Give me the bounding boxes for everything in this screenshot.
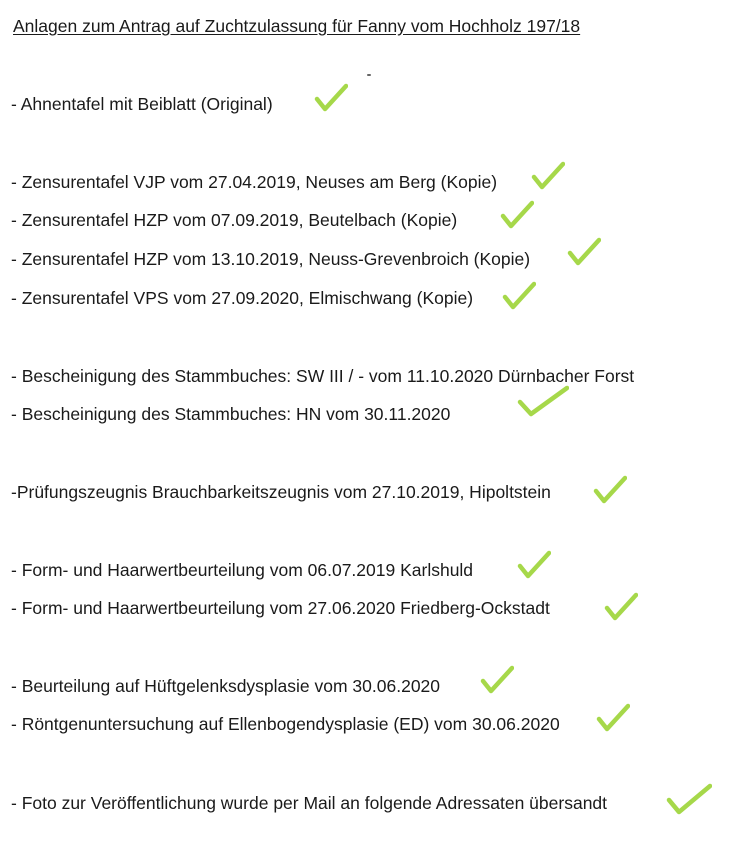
list-item-zensurentafel-hzp-beutelbach: - Zensurentafel HZP vom 07.09.2019, Beutelbach (Kopie) <box>11 210 458 230</box>
checkmark-icon <box>666 782 712 816</box>
list-item-zensurentafel-hzp-neuss: - Zensurentafel HZP vom 13.10.2019, Neuss-Grevenbroich (Kopie) <box>11 249 531 269</box>
checkmark-icon <box>500 199 534 229</box>
list-item-ahnentafel: - Ahnentafel mit Beiblatt (Original) <box>11 94 273 114</box>
checkmark-icon <box>480 664 514 694</box>
checkmark-icon <box>593 474 627 504</box>
document-title: Anlagen zum Antrag auf Zuchtzulassung für Fanny vom Hochholz 197/18 <box>13 16 581 36</box>
list-item-foto: - Foto zur Veröffentlichung wurde per Mail an folgende Adressaten übersandt <box>11 793 608 813</box>
list-item-formwert-friedberg: - Form- und Haarwertbeurteilung vom 27.06.2020 Friedberg-Ockstadt <box>11 598 550 618</box>
checkmark-icon <box>517 549 551 579</box>
list-item-zensurentafel-vps: - Zensurentafel VPS vom 27.09.2020, Elmischwang (Kopie) <box>11 288 474 308</box>
checkmark-icon <box>567 236 601 266</box>
list-item-hueftgelenk: - Beurteilung auf Hüftgelenksdysplasie vom 30.06.2020 <box>11 676 441 696</box>
checkmark-icon <box>604 591 638 621</box>
scan-speck <box>367 74 371 76</box>
checkmark-icon <box>502 280 536 310</box>
list-item-stammbuch-sw: - Bescheinigung des Stammbuches: SW III / - vom 11.10.2020 Dürnbacher Forst <box>11 366 635 386</box>
list-item-pruefungszeugnis: -Prüfungszeugnis Brauchbarkeitszeugnis vom 27.10.2019, Hipoltstein <box>11 482 551 502</box>
checkmark-icon <box>517 384 569 418</box>
checkmark-icon <box>596 702 630 732</box>
checkmark-icon <box>314 82 348 112</box>
list-item-stammbuch-hn: - Bescheinigung des Stammbuches: HN vom 30.11.2020 <box>11 404 451 424</box>
list-item-formwert-karlshuld: - Form- und Haarwertbeurteilung vom 06.07.2019 Karlshuld <box>11 560 474 580</box>
list-item-zensurentafel-vjp: - Zensurentafel VJP vom 27.04.2019, Neuses am Berg (Kopie) <box>11 172 498 192</box>
checkmark-icon <box>531 160 565 190</box>
list-item-ellenbogen: - Röntgenuntersuchung auf Ellenbogendysplasie (ED) vom 30.06.2020 <box>11 714 560 734</box>
